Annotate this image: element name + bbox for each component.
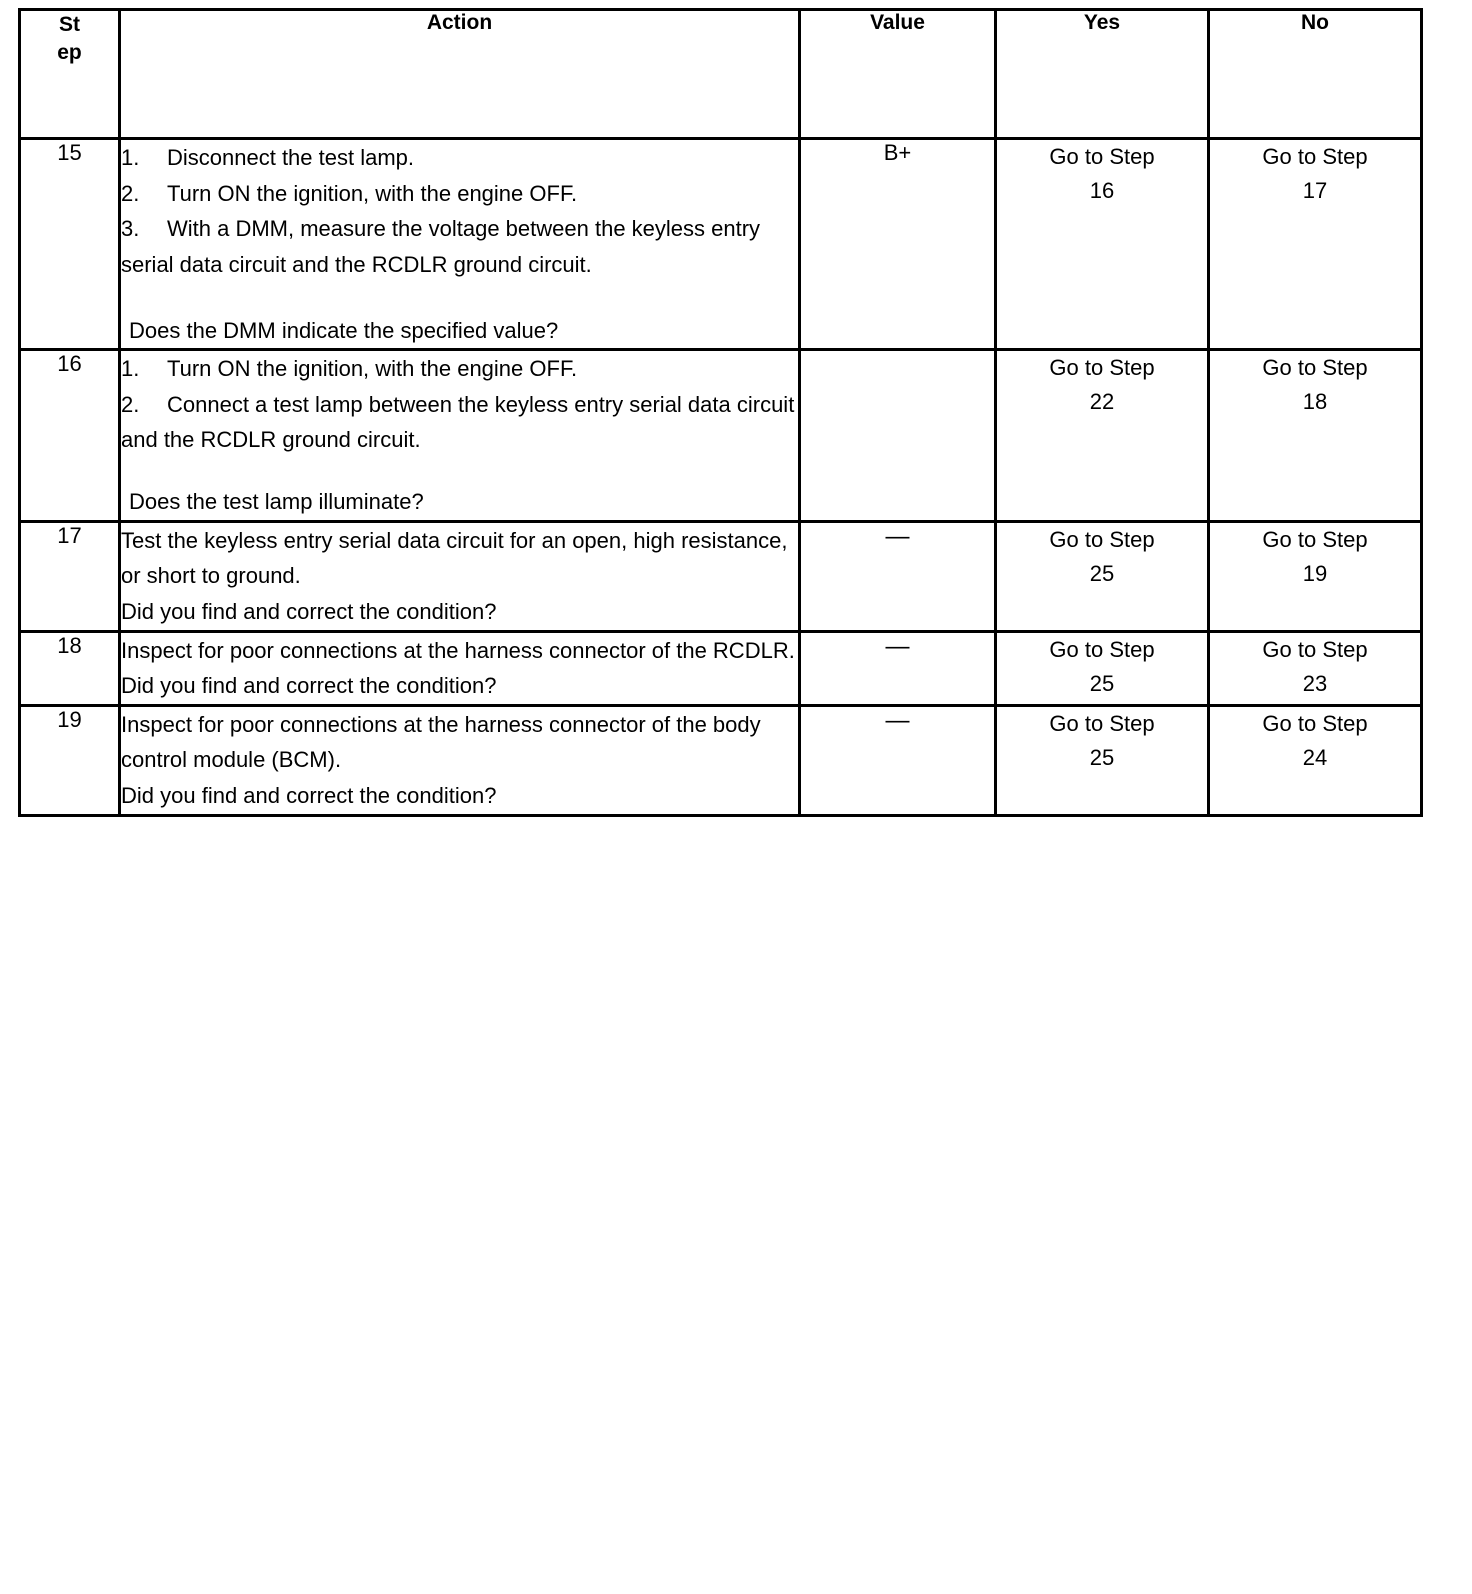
column-header-action: Action (120, 10, 800, 139)
step-number: 18 (20, 631, 120, 705)
branch-no-target: 24 (1302, 744, 1328, 770)
branch-yes (996, 631, 1209, 705)
action-item-list (121, 140, 798, 283)
step-value: — (800, 705, 996, 815)
branch-no-label: Go to Step (1262, 636, 1368, 662)
action-item (121, 176, 798, 212)
branch-no-target: 18 (1302, 389, 1328, 415)
branch-no-target: 17 (1302, 178, 1328, 204)
step-number: 16 (20, 350, 120, 522)
step-value: — (800, 521, 996, 631)
action-item-text: With a DMM, measure the voltage between the keyless entry serial data circuit and the RCDLR ground circuit. (121, 216, 761, 277)
branch-yes (996, 350, 1209, 522)
action-item (121, 211, 798, 282)
branch-yes (996, 521, 1209, 631)
action-item-number: 1. (121, 356, 140, 382)
table-row (20, 521, 1422, 631)
step-number: 17 (20, 521, 120, 631)
branch-no-label: Go to Step (1262, 710, 1368, 736)
step-action (120, 350, 800, 522)
action-text: Test the keyless entry serial data circuit for an open, high resistance, or short to ground. (121, 527, 788, 589)
table-row (20, 705, 1422, 815)
table-header-row (20, 10, 1422, 139)
branch-yes-label: Go to Step (1049, 144, 1155, 169)
branch-no (1209, 139, 1422, 350)
branch-no (1209, 350, 1422, 522)
step-action (120, 521, 800, 631)
branch-no (1209, 521, 1422, 631)
step-question: Does the DMM indicate the specified value? (129, 317, 559, 343)
action-text: Inspect for poor connections at the harness connector of the body control module (BCM). (121, 711, 761, 773)
branch-yes (996, 139, 1209, 350)
branch-yes-label: Go to Step (1049, 636, 1155, 662)
branch-no-target: 23 (1302, 670, 1328, 696)
table-row (20, 139, 1422, 350)
step-value (800, 350, 996, 522)
branch-yes-target: 25 (1089, 670, 1115, 696)
action-text: Inspect for poor connections at the harness connector of the RCDLR. Did you find and correct the condition? (121, 637, 795, 699)
action-item-number: 2. (121, 180, 140, 206)
branch-no-label: Go to Step (1262, 355, 1368, 381)
action-item-number: 3. (121, 216, 140, 242)
branch-yes-label: Go to Step (1049, 355, 1155, 381)
step-action (120, 139, 800, 350)
branch-yes (996, 705, 1209, 815)
branch-yes-label: Go to Step (1049, 710, 1155, 736)
branch-yes-target: 25 (1089, 560, 1115, 586)
action-item-text: Turn ON the ignition, with the engine OFF. (167, 180, 578, 206)
branch-no (1209, 631, 1422, 705)
action-item (121, 387, 798, 458)
diagnostic-step-table (18, 8, 1423, 817)
branch-yes-target: 25 (1089, 744, 1115, 770)
step-value: B+ (800, 139, 996, 350)
step-question: Did you find and correct the condition? (121, 598, 497, 624)
column-header-step-line1: St (59, 13, 80, 36)
action-item-text: Disconnect the test lamp. (167, 145, 415, 170)
action-item (121, 140, 798, 176)
branch-yes-target: 16 (1089, 178, 1115, 204)
action-item-text: Connect a test lamp between the keyless entry serial data circuit and the RCDLR ground circuit. (121, 391, 795, 453)
column-header-value: Value (800, 10, 996, 139)
action-item-number: 2. (121, 391, 140, 417)
table-row (20, 350, 1422, 522)
branch-no (1209, 705, 1422, 815)
column-header-step (20, 10, 120, 139)
step-question: Did you find and correct the condition? (121, 783, 497, 808)
step-question: Does the test lamp illuminate? (129, 489, 424, 514)
action-item-text: Turn ON the ignition, with the engine OFF. (167, 356, 578, 382)
step-action (120, 631, 800, 705)
action-item (121, 351, 798, 387)
step-number: 15 (20, 139, 120, 350)
action-item-number: 1. (121, 145, 140, 170)
action-item-list (121, 351, 798, 458)
column-header-step-line2: ep (57, 41, 82, 65)
branch-yes-label: Go to Step (1049, 526, 1155, 552)
step-value: — (800, 631, 996, 705)
branch-no-label: Go to Step (1262, 526, 1368, 552)
column-header-no: No (1209, 10, 1422, 139)
branch-no-label: Go to Step (1262, 144, 1368, 169)
table-row (20, 631, 1422, 705)
step-action (120, 705, 800, 815)
branch-yes-target: 22 (1089, 389, 1115, 415)
column-header-yes: Yes (996, 10, 1209, 139)
branch-no-target: 19 (1302, 560, 1328, 586)
step-number: 19 (20, 705, 120, 815)
